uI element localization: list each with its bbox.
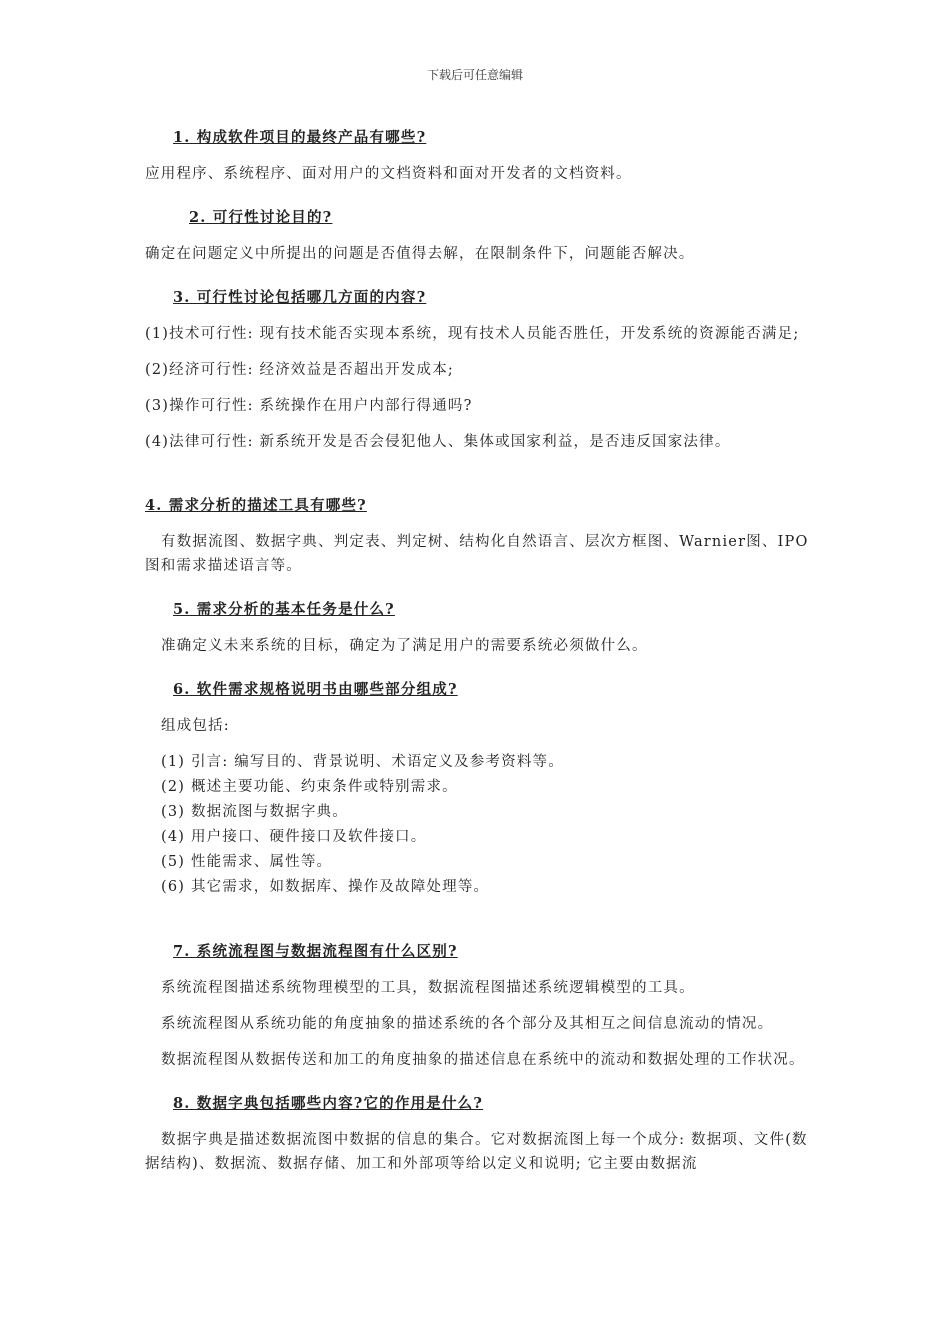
question-2-title: 2. 可行性讨论目的?	[189, 209, 333, 226]
question-7-para-1: 系统流程图描述系统物理模型的工具，数据流程图描述系统逻辑模型的工具。	[161, 980, 695, 996]
list-item: (6) 其它需求，如数据库、操作及故障处理等。	[161, 879, 490, 895]
question-7-para-3: 数据流程图从数据传送和加工的角度抽象的描述信息在系统中的流动和数据处理的工作状况。	[161, 1052, 805, 1068]
page-header: 下载后可任意编辑	[426, 68, 523, 82]
list-item: (5) 性能需求、属性等。	[161, 854, 333, 870]
question-7-para-2: 系统流程图从系统功能的角度抽象的描述系统的各个部分及其相互之间信息流动的情况。	[161, 1016, 774, 1032]
question-3-item-2: (2)经济可行性: 经济效益是否超出开发成本;	[145, 362, 455, 378]
document-body	[145, 126, 810, 1176]
question-8-answer: 数据字典是描述数据流图中数据的信息的集合。它对数据流图上每一个成分: 数据项、文件(数据结构)、数据流、数据存储、加工和外部项等给以定义和说明; 它主要由数据流	[145, 1132, 808, 1172]
question-6-list	[145, 750, 810, 900]
question-3-title: 3. 可行性讨论包括哪几方面的内容?	[173, 289, 427, 306]
question-8-title: 8. 数据字典包括哪些内容?它的作用是什么?	[173, 1095, 484, 1112]
question-6-title: 6. 软件需求规格说明书由哪些部分组成?	[173, 681, 458, 698]
question-7-title: 7. 系统流程图与数据流程图有什么区别?	[173, 943, 458, 960]
question-3-item-1: (1)技术可行性: 现有技术能否实现本系统，现有技术人员能否胜任，开发系统的资源能否满足;	[145, 326, 800, 342]
question-5-title: 5. 需求分析的基本任务是什么?	[173, 601, 395, 618]
list-item: (4) 用户接口、硬件接口及软件接口。	[161, 829, 427, 845]
question-4-title: 4. 需求分析的描述工具有哪些?	[145, 497, 367, 514]
question-1-title: 1. 构成软件项目的最终产品有哪些?	[173, 129, 427, 146]
question-4-answer: 有数据流图、数据字典、判定表、判定树、结构化自然语言、层次方框图、Warnier图、IPO图和需求描述语言等。	[145, 534, 809, 574]
question-6-intro: 组成包括:	[161, 718, 230, 734]
list-item: (1) 引言: 编写目的、背景说明、术语定义及参考资料等。	[161, 754, 564, 770]
list-item: (3) 数据流图与数据字典。	[161, 804, 348, 820]
list-item: (2) 概述主要功能、约束条件或特别需求。	[161, 779, 458, 795]
question-2-answer: 确定在问题定义中所提出的问题是否值得去解，在限制条件下，问题能否解决。	[145, 246, 695, 262]
question-5-answer: 准确定义未来系统的目标，确定为了满足用户的需要系统必须做什么。	[161, 638, 648, 654]
question-3-item-4: (4)法律可行性: 新系统开发是否会侵犯他人、集体或国家利益，是否违反国家法律。	[145, 434, 731, 450]
question-3-item-3: (3)操作可行性: 系统操作在用户内部行得通吗?	[145, 398, 473, 414]
question-1-answer: 应用程序、系统程序、面对用户的文档资料和面对开发者的文档资料。	[145, 166, 632, 182]
